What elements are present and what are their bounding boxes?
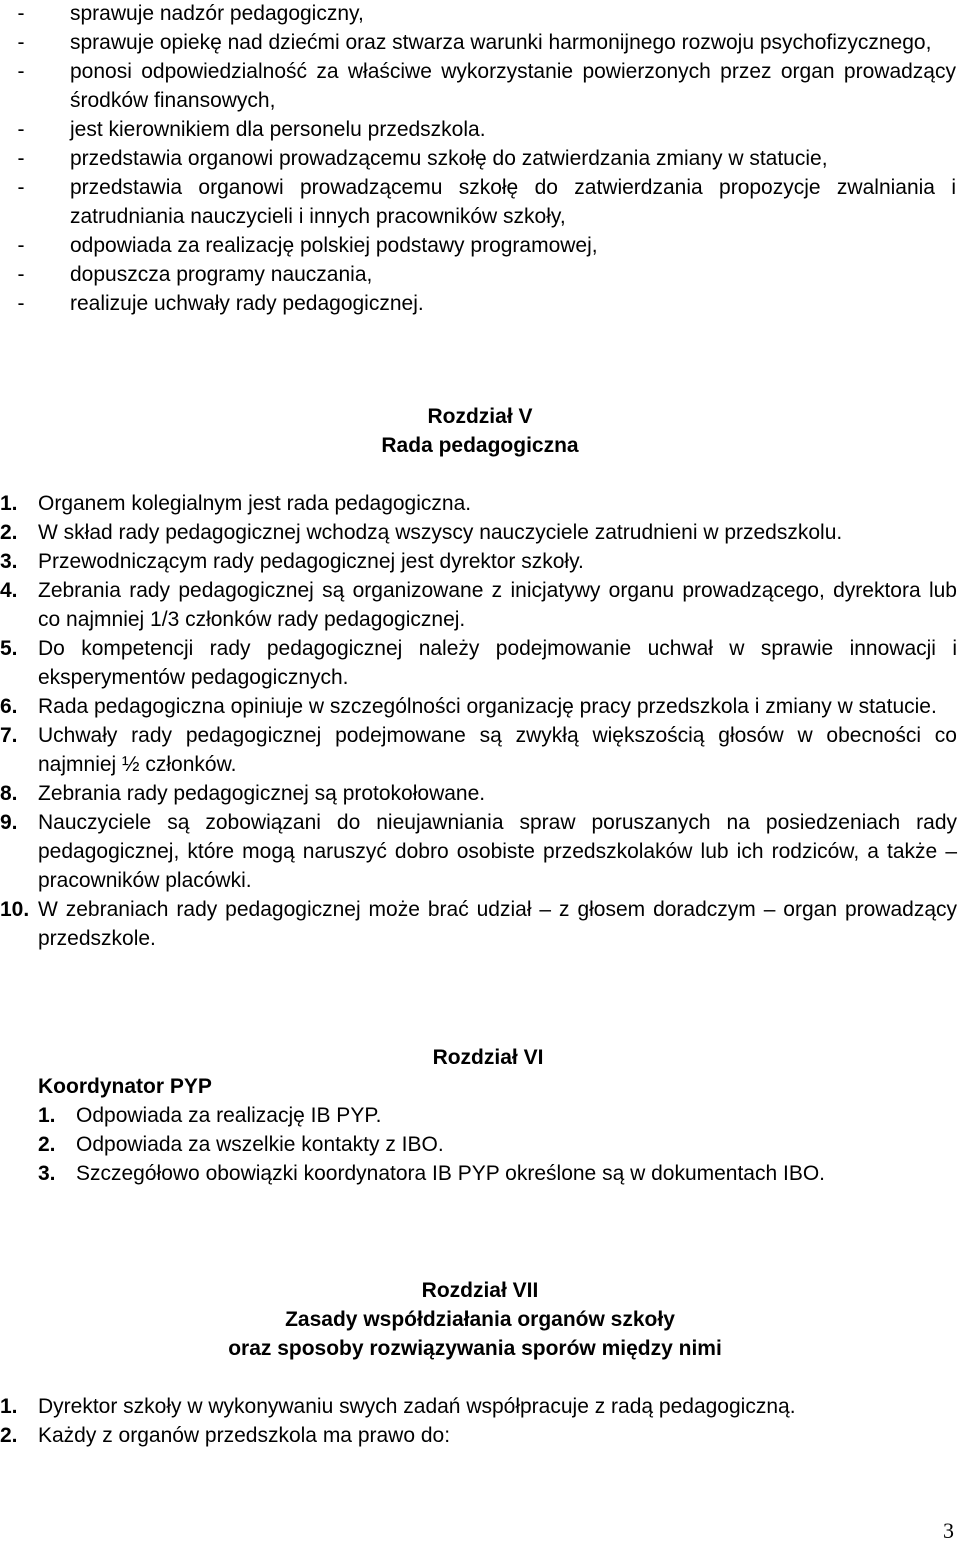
item-number: 1.	[0, 492, 18, 515]
list-item-text: Każdy z organów przedszkola ma prawo do:	[38, 1424, 451, 1447]
dash-bullet: -	[17, 263, 25, 286]
item-number: 2.	[38, 1133, 56, 1156]
dash-bullet: -	[17, 176, 25, 199]
item-number: 3.	[38, 1162, 56, 1185]
list-item	[38, 1101, 928, 1130]
list-item-text: W zebraniach rady pedagogicznej może brać udział – z głosem doradczym – organ prowadzący przedszkole.	[38, 898, 957, 950]
list-item-text: przedstawia organowi prowadzącemu szkołę do zatwierdzania propozycje zwalniania i zatrudniania nauczycieli i innych pracowników szkoły,	[70, 176, 956, 228]
item-number: 10.	[0, 898, 30, 921]
page-number: 3	[943, 1518, 954, 1543]
list-item	[6, 260, 956, 289]
list-item-text: ponosi odpowiedzialność za właściwe wykorzystanie powierzonych przez organ prowadzący środków finansowych,	[70, 60, 956, 112]
list-item	[6, 57, 956, 115]
chapter-5-title: Rozdział V	[427, 405, 533, 428]
list-item-text: przedstawia organowi prowadzącemu szkołę do zatwierdzania zmiany w statucie,	[70, 147, 828, 170]
dash-bullet: -	[17, 2, 25, 25]
list-item	[6, 231, 956, 260]
list-item	[6, 289, 956, 318]
item-number: 3.	[0, 550, 18, 573]
chapter-5-subtitle: Rada pedagogiczna	[381, 434, 579, 457]
chapter-7-list	[0, 1392, 957, 1450]
item-number: 4.	[0, 579, 18, 602]
list-item	[6, 28, 956, 57]
list-item	[0, 489, 957, 518]
list-item-text: Do kompetencji rady pedagogicznej należy podejmowanie uchwał w sprawie innowacji i eksperymentów pedagogicznych.	[38, 637, 957, 689]
chapter-7-subtitle-line-1: Zasady współdziałania organów szkoły	[285, 1308, 675, 1331]
list-item-text: Uchwały rady pedagogicznej podejmowane są zwykłą większością głosów w obecności co najmniej ½ członków.	[38, 724, 957, 776]
chapter-6-title: Rozdział VI	[432, 1046, 544, 1069]
list-item-text: sprawuje nadzór pedagogiczny,	[70, 2, 364, 25]
list-item-text: Odpowiada za wszelkie kontakty z IBO.	[76, 1133, 444, 1156]
dash-bullet: -	[17, 147, 25, 170]
dash-bullet: -	[17, 292, 25, 315]
list-item-text: dopuszcza programy nauczania,	[70, 263, 373, 286]
list-item-text: Zebrania rady pedagogicznej są organizowane z inicjatywy organu prowadzącego, dyrektora lub co najmniej 1/3 członków rady pedagogicznej.	[38, 579, 957, 631]
chapter-6-subtitle: Koordynator PYP	[38, 1075, 212, 1098]
list-item	[6, 0, 956, 28]
item-number: 6.	[0, 695, 18, 718]
list-item	[0, 721, 957, 779]
list-item-text: Organem kolegialnym jest rada pedagogiczna.	[38, 492, 472, 515]
item-number: 9.	[0, 811, 18, 834]
list-item-text: Rada pedagogiczna opiniuje w szczególności organizację pracy przedszkola i zmiany w statucie.	[38, 695, 937, 718]
list-item	[0, 576, 957, 634]
director-duties-list	[6, 0, 956, 318]
item-number: 1.	[38, 1104, 56, 1127]
list-item-text: realizuje uchwały rady pedagogicznej.	[70, 292, 424, 315]
list-item	[0, 779, 957, 808]
item-number: 1.	[0, 1395, 18, 1418]
list-item	[0, 518, 957, 547]
list-item	[0, 808, 957, 895]
list-item	[0, 692, 957, 721]
dash-bullet: -	[17, 118, 25, 141]
list-item	[0, 634, 957, 692]
list-item	[6, 173, 956, 231]
list-item-text: Zebrania rady pedagogicznej są protokołowane.	[38, 782, 486, 805]
list-item	[0, 1392, 957, 1421]
list-item	[0, 547, 957, 576]
list-item	[0, 895, 957, 953]
list-item-text: odpowiada za realizację polskiej podstawy programowej,	[70, 234, 598, 257]
list-item	[38, 1130, 928, 1159]
chapter-6-list	[38, 1101, 928, 1188]
chapter-7-title: Rozdział VII	[421, 1279, 539, 1302]
list-item-text: Dyrektor szkoły w wykonywaniu swych zadań współpracuje z radą pedagogiczną.	[38, 1395, 796, 1418]
list-item	[0, 1421, 957, 1450]
list-item	[38, 1159, 928, 1188]
item-number: 7.	[0, 724, 18, 747]
list-item	[6, 115, 956, 144]
list-item-text: Szczegółowo obowiązki koordynatora IB PYP określone są w dokumentach IBO.	[76, 1162, 826, 1185]
item-number: 2.	[0, 1424, 18, 1447]
list-item-text: W skład rady pedagogicznej wchodzą wszyscy nauczyciele zatrudnieni w przedszkolu.	[38, 521, 843, 544]
item-number: 2.	[0, 521, 18, 544]
list-item-text: Przewodniczącym rady pedagogicznej jest dyrektor szkoły.	[38, 550, 584, 573]
item-number: 5.	[0, 637, 18, 660]
chapter-7-subtitle-line-2: oraz sposoby rozwiązywania sporów między nimi	[228, 1337, 722, 1360]
item-number: 8.	[0, 782, 18, 805]
list-item-text: Nauczyciele są zobowiązani do nieujawniania spraw poruszanych na posiedzeniach rady pedagogicznej, które mogą naruszyć dobro osobiste przedszkolaków lub ich rodziców, a także – pracowników placówki.	[38, 811, 957, 892]
dash-bullet: -	[17, 31, 25, 54]
list-item-text: sprawuje opiekę nad dziećmi oraz stwarza warunki harmonijnego rozwoju psychofizycznego,	[70, 31, 932, 54]
dash-bullet: -	[17, 60, 25, 83]
list-item-text: jest kierownikiem dla personelu przedszkola.	[70, 118, 486, 141]
chapter-5-list	[0, 489, 957, 953]
dash-bullet: -	[17, 234, 25, 257]
list-item	[6, 144, 956, 173]
list-item-text: Odpowiada za realizację IB PYP.	[76, 1104, 382, 1127]
